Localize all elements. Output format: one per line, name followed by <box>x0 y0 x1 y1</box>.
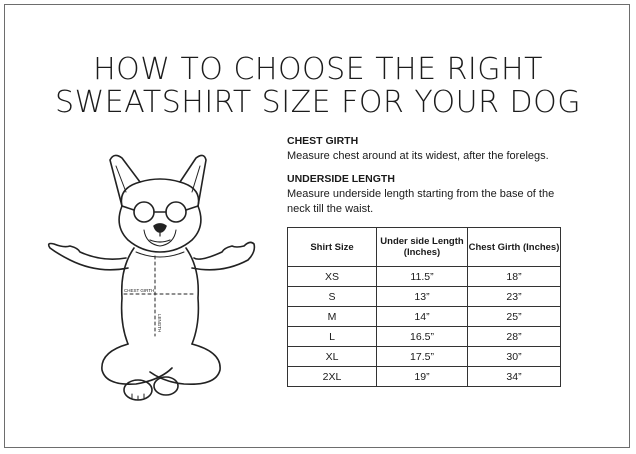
header-underside-length: Under side Length (Inches) <box>377 228 468 267</box>
glasses-left-lens <box>134 202 154 222</box>
table-row <box>288 267 561 287</box>
chest-cell: 25” <box>468 307 561 327</box>
page-title-line-2: SWEATSHIRT SIZE FOR YOUR DOG <box>55 85 581 120</box>
chest-cell: 18” <box>468 267 561 287</box>
dog-left-ear <box>110 155 140 206</box>
size-cell: XS <box>288 267 377 287</box>
size-table-header-row <box>288 228 561 267</box>
dog-left-arm <box>49 244 128 270</box>
chest-girth-label: CHEST GIRTH <box>124 288 155 293</box>
header-shirt-size: Shirt Size <box>288 228 377 267</box>
length-cell: 16.5” <box>377 327 468 347</box>
underside-length-heading: UNDERSIDE LENGTH <box>287 173 395 185</box>
chest-cell: 23” <box>468 287 561 307</box>
size-cell: S <box>288 287 377 307</box>
size-table <box>287 227 561 387</box>
chest-cell: 28” <box>468 327 561 347</box>
dog-nose <box>154 224 166 232</box>
chest-girth-text: Measure chest around at its widest, after the forelegs. <box>287 150 549 162</box>
header-chest-girth: Chest Girth (Inches) <box>468 228 561 267</box>
chest-girth-section <box>287 134 549 164</box>
size-cell: M <box>288 307 377 327</box>
table-row <box>288 307 561 327</box>
length-cell: 11.5” <box>377 267 468 287</box>
glasses-right-lens <box>166 202 186 222</box>
table-row <box>288 327 561 347</box>
underside-length-section <box>287 172 567 217</box>
length-cell: 19” <box>377 367 468 387</box>
dog-illustration <box>40 148 260 410</box>
length-cell: 17.5” <box>377 347 468 367</box>
underside-length-text: Measure underside length starting from the base of the neck till the waist. <box>287 188 555 215</box>
dog-head <box>119 179 201 252</box>
chest-cell: 34” <box>468 367 561 387</box>
page-title-line-1: HOW TO CHOOSE THE RIGHT <box>93 52 543 87</box>
chest-cell: 30” <box>468 347 561 367</box>
dog-right-ear <box>180 155 206 206</box>
size-cell: XL <box>288 347 377 367</box>
length-cell: 14” <box>377 307 468 327</box>
table-row <box>288 287 561 307</box>
size-cell: 2XL <box>288 367 377 387</box>
length-label: LENGTH <box>157 314 162 333</box>
table-row <box>288 367 561 387</box>
table-row <box>288 347 561 367</box>
dog-right-arm <box>192 242 254 269</box>
length-cell: 13” <box>377 287 468 307</box>
size-cell: L <box>288 327 377 347</box>
chest-girth-heading: CHEST GIRTH <box>287 135 359 147</box>
